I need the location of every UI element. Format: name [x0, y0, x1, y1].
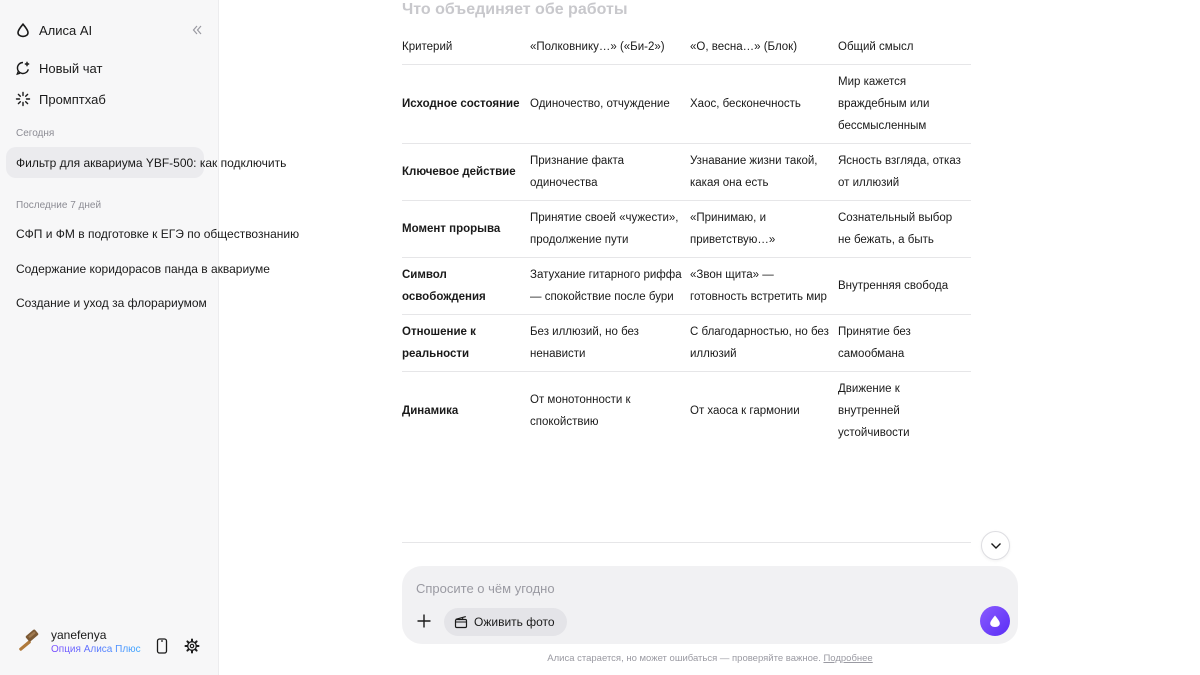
table-cell: Без иллюзий, но без ненависти [530, 315, 690, 372]
collapse-sidebar-button[interactable] [188, 21, 206, 39]
clapperboard-icon [454, 615, 468, 629]
settings-button[interactable] [183, 637, 201, 655]
table-cell: Мир кажется враждебным или бессмысленным [838, 65, 971, 144]
chat-item-title: Фильтр для аквариума YBF-500: как подключить [16, 155, 287, 170]
user-name: yanefenya [51, 628, 107, 642]
table-cell: Затухание гитарного риффа — спокойствие после бури [530, 258, 690, 315]
section-label-today: Сегодня [16, 128, 55, 139]
chat-item-corydoras[interactable] [6, 253, 270, 284]
chat-item-title: СФП и ФМ в подготовке к ЕГЭ по обществознанию [16, 226, 300, 241]
sparkle-icon [15, 91, 31, 107]
table-cell: Одиночество, отчуждение [530, 65, 690, 144]
table-row [402, 372, 971, 451]
table-row [402, 201, 971, 258]
table-cell: Признание факта одиночества [530, 144, 690, 201]
table-cell: Символ освобождения [402, 258, 530, 315]
table-row [402, 258, 971, 315]
chat-item-florarium[interactable] [6, 287, 207, 318]
table-row [402, 315, 971, 372]
new-chat-button[interactable] [15, 57, 102, 79]
table-cell: Динамика [402, 405, 459, 417]
table-cell: Узнавание жизни такой, какая она есть [690, 144, 838, 201]
table-cell: Сознательный выбор не бежать, а быть [838, 201, 971, 258]
scroll-to-bottom-button[interactable] [981, 531, 1010, 560]
table-cell: Внутренняя свобода [838, 258, 971, 315]
table-cell: Ясность взгляда, отказ от иллюзий [838, 144, 971, 201]
chevron-down-icon [990, 542, 1002, 550]
table-row [402, 65, 971, 144]
table-cell: Момент прорыва [402, 201, 530, 258]
attach-button[interactable] [414, 611, 434, 631]
chat-item-title: Содержание коридорасов панда в аквариуме [16, 261, 270, 276]
chat-item-title: Создание и уход за флорариумом [16, 295, 207, 310]
user-profile[interactable] [15, 628, 141, 656]
table-cell: «Принимаю, и приветствую…» [690, 201, 838, 258]
section-heading: Что объединяет обе работы [402, 1, 628, 18]
new-chat-label: Новый чат [39, 60, 103, 76]
table-cell: Принятие без самообмана [838, 315, 971, 372]
table-row [402, 144, 971, 201]
brand-name: Алиса AI [39, 22, 93, 38]
prompthub-button[interactable] [15, 88, 106, 110]
table-header-cell: «Полковнику…» («Би-2») [530, 30, 690, 65]
table-header-cell: «О, весна…» (Блок) [690, 30, 838, 65]
section-label-last-7-days: Последние 7 дней [16, 200, 102, 211]
table-cell: От монотонности к спокойствию [530, 394, 631, 428]
chat-item-ege[interactable] [6, 218, 300, 249]
comparison-table [402, 30, 971, 450]
table-cell: С благодарностью, но без иллюзий [690, 315, 838, 372]
learn-more-link[interactable]: Подробнее [823, 653, 873, 664]
phone-icon [156, 638, 168, 654]
prompthub-label: Промптхаб [39, 91, 106, 107]
table-header-cell: Критерий [402, 30, 530, 65]
message-input[interactable] [416, 578, 976, 598]
hammer-avatar-icon [15, 629, 41, 655]
gear-icon [184, 638, 200, 654]
table-cell: От хаоса к гармонии [690, 405, 800, 417]
voice-assistant-button[interactable] [980, 606, 1010, 636]
message-composer [402, 566, 1018, 644]
sidebar [0, 0, 300, 675]
alice-logo-icon [987, 613, 1003, 629]
table-cell: Исходное состояние [402, 65, 530, 144]
table-cell: Принятие своей «чужести», продолжение пути [530, 201, 690, 258]
alice-logo-icon [15, 22, 31, 38]
new-chat-icon [15, 60, 31, 76]
table-cell: Движение к внутренней устойчивости [838, 383, 910, 439]
table-cell: «Звон щита» — готовность встретить мир [690, 258, 838, 315]
disclaimer [402, 653, 1018, 664]
user-plan: Опция Алиса Плюс [51, 644, 141, 655]
chat-item-aquarium-filter[interactable] [6, 147, 287, 178]
user-info [51, 628, 141, 656]
table-cell: Хаос, бесконечность [690, 65, 838, 144]
table-cell: Ключевое действие [402, 144, 530, 201]
brand[interactable] [15, 19, 92, 41]
animate-photo-label: Оживить фото [474, 615, 555, 629]
double-chevron-left-icon [191, 24, 203, 36]
content-divider [402, 542, 971, 543]
disclaimer-text: Алиса старается, но может ошибаться — проверяйте важное. [547, 653, 821, 664]
table-header-cell: Общий смысл [838, 30, 971, 65]
table-header-row [402, 30, 971, 65]
animate-photo-button[interactable] [444, 608, 567, 636]
plus-icon [416, 613, 432, 629]
mobile-app-button[interactable] [153, 637, 171, 655]
table-cell: Отношение к реальности [402, 315, 530, 372]
